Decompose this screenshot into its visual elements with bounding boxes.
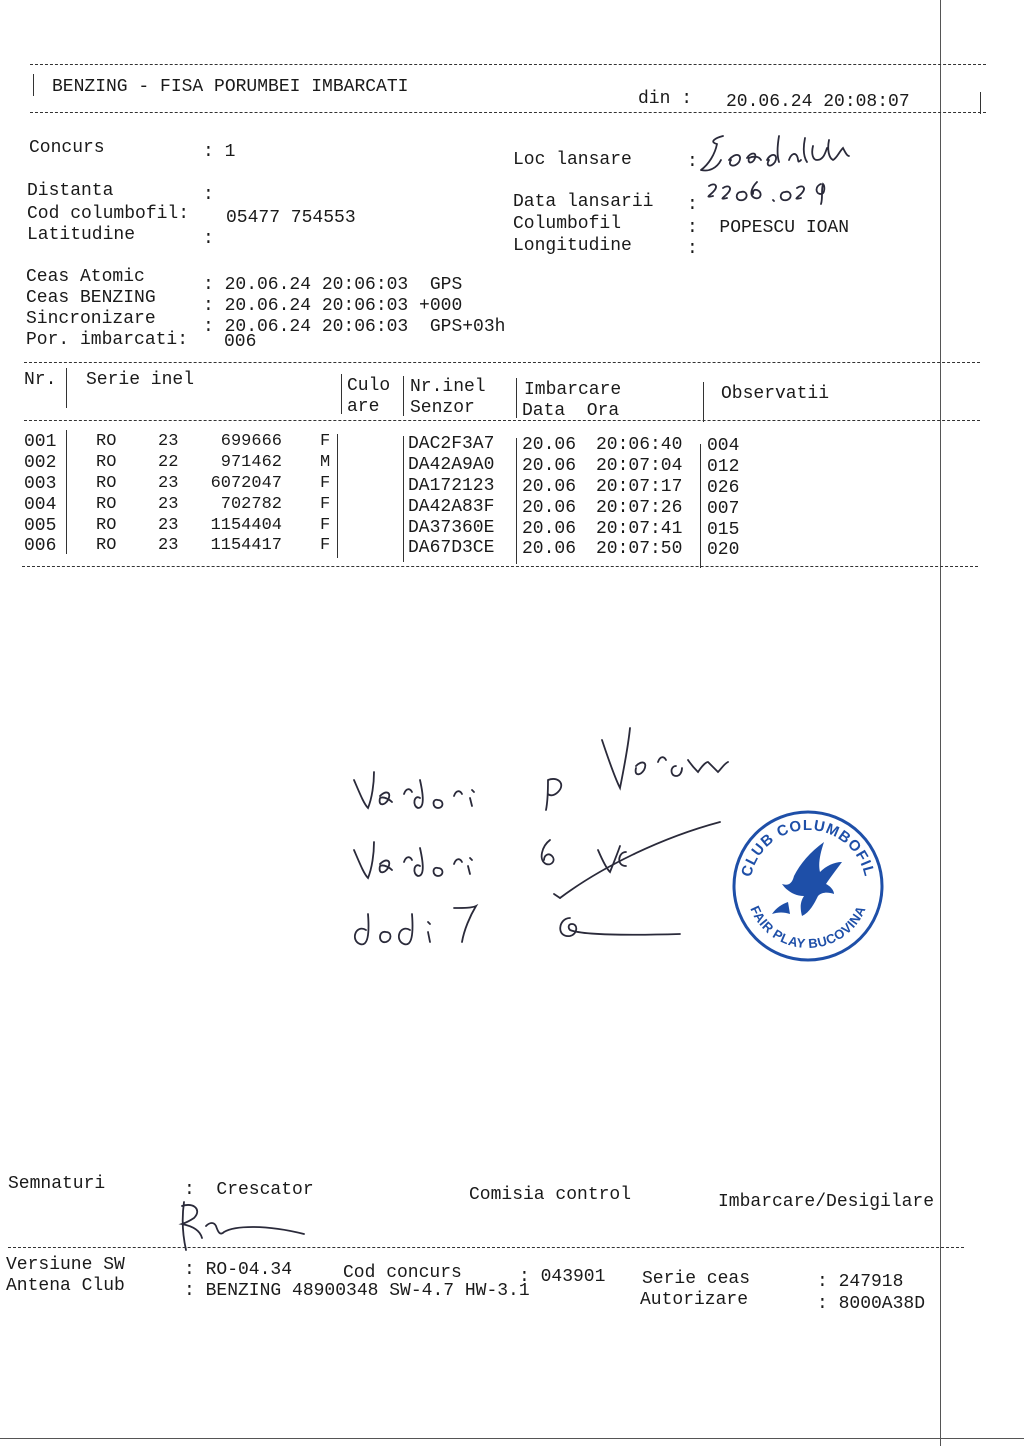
cell-data: 20.06 [522,539,577,559]
stamp-top-text: CLUB COLUMBOFIL [738,816,878,879]
page-bottom-edge [0,1438,1024,1439]
col-nrinel-header-1: Nr.inel [410,377,486,397]
cell-an: 23 [158,536,179,555]
cell-nr: 004 [24,495,57,515]
cell-tara: RO [96,516,117,535]
cell-tara: RO [96,536,117,555]
footer-rule [8,1247,964,1248]
cod-columbofil-label: Cod columbofil: [27,204,190,224]
cell-sex: F [320,474,331,493]
cell-obs: 012 [707,457,740,477]
cell-an: 23 [158,474,179,493]
porumbei-imbarcati-value: 006 [224,332,257,352]
cell-data: 20.06 [522,477,577,497]
ceas-atomic-label: Ceas Atomic [26,267,145,287]
cell-nr: 006 [24,536,57,556]
col-observatii-header: Observatii [721,384,830,404]
pigeon-icon [772,842,842,916]
cell-an: 22 [158,453,179,472]
sincronizare-label: Sincronizare [26,309,156,329]
concurs-label: Concurs [29,138,105,158]
serie-ceas-label: Serie ceas [642,1269,751,1289]
handwritten-note [340,710,760,950]
cell-serie: 1154404 [210,516,282,535]
cell-tara: RO [96,432,117,451]
data-lansarii-label: Data lansarii [513,192,654,212]
col-imbarcare-header-2: Data Ora [522,401,620,421]
table-bottom-rule [22,566,978,567]
columbofil-value: : POPESCU IOAN [687,218,850,238]
cell-sex: M [320,453,331,472]
row-divider-1 [66,430,67,554]
cell-data: 20.06 [522,456,577,476]
cell-an: 23 [158,516,179,535]
cell-senzor: DA67D3CE [408,538,495,558]
columbofil-label: Columbofil [513,214,622,234]
autorizare-label: Autorizare [640,1290,749,1310]
col-culoare-header-2: are [347,397,380,417]
cell-obs: 007 [707,499,740,519]
table-header-rule [24,420,980,421]
row-divider-2 [337,434,338,558]
cell-nr: 002 [24,453,57,473]
concurs-value: : 1 [203,142,236,162]
ceas-atomic-value: : 20.06.24 20:06:03 GPS [203,275,463,295]
cell-sex: F [320,516,331,535]
header-right-bar [980,92,981,114]
cod-columbofil-value: 05477 754553 [226,208,356,228]
cell-senzor: DAC2F3A7 [408,434,495,454]
sincronizare-value: : 20.06.24 20:06:03 GPS+03h [203,317,506,337]
header-din-label: din : [638,89,693,109]
comisia-control-label: Comisia control [469,1185,632,1205]
antena-club-value: : BENZING 48900348 SW-4.7 HW-3.1 [184,1281,530,1301]
handwritten-data-lansarii [697,178,867,212]
loc-lansare-value: : [687,152,698,172]
col-nrinel-header-2: Senzor [410,398,475,418]
autorizare-value: : 8000A38D [817,1294,926,1314]
cell-obs: 004 [707,436,740,456]
header-left-bar [33,74,34,96]
longitudine-value: : [687,239,698,259]
row-divider-5 [700,444,701,568]
club-stamp [728,806,888,966]
ceas-benzing-label: Ceas BENZING [26,288,156,308]
cell-senzor: DA42A83F [408,497,495,517]
page-right-edge [940,0,941,1446]
cell-ora: 20:07:26 [596,498,683,518]
serie-ceas-value: : 247918 [817,1272,904,1292]
row-divider-4 [516,438,517,564]
stamp-bottom-text: FAIR PLAY BUCOVINA [747,903,869,952]
cell-sex: F [320,495,331,514]
cell-tara: RO [96,474,117,493]
cod-concurs-label: Cod concurs [343,1263,462,1283]
col-divider-1 [66,368,67,408]
header-top-rule [30,64,986,65]
col-serie-header: Serie inel [86,370,195,390]
cell-data: 20.06 [522,435,577,455]
cell-obs: 020 [707,540,740,560]
cell-tara: RO [96,495,117,514]
cell-ora: 20:07:17 [596,477,683,497]
col-nr-header: Nr. [24,370,57,390]
loc-lansare-label: Loc lansare [513,150,632,170]
cell-obs: 015 [707,520,740,540]
cell-ora: 20:07:50 [596,539,683,559]
semnaturi-label: Semnaturi [8,1174,106,1194]
cell-senzor: DA37360E [408,518,495,538]
cell-sex: F [320,432,331,451]
cell-data: 20.06 [522,498,577,518]
latitudine-value: : [203,229,214,249]
crescator-label: : Crescator [184,1180,314,1200]
longitudine-label: Longitudine [513,236,632,256]
cell-an: 23 [158,495,179,514]
cell-serie: 1154417 [210,536,282,555]
data-lansarii-value: : [687,195,698,215]
cell-tara: RO [96,453,117,472]
cell-ora: 20:06:40 [596,435,683,455]
cell-senzor: DA42A9A0 [408,455,495,475]
imbarcare-desigilare-label: Imbarcare/Desigilare [718,1192,935,1212]
antena-club-label: Antena Club [6,1276,125,1296]
cod-concurs-value: : 043901 [519,1267,606,1287]
col-divider-4 [516,378,517,418]
cell-ora: 20:07:04 [596,456,683,476]
distanta-value: : [203,185,214,205]
header-bottom-rule [30,112,986,113]
col-divider-5 [703,382,704,422]
document-title: BENZING - FISA PORUMBEI IMBARCATI [52,77,409,97]
latitudine-label: Latitudine [27,225,136,245]
cell-nr: 005 [24,516,57,536]
cell-serie: 6072047 [210,474,282,493]
cell-an: 23 [158,432,179,451]
col-divider-2 [341,374,342,414]
cell-sex: F [320,536,331,555]
versiune-sw-value: : RO-04.34 [184,1260,293,1280]
cell-nr: 001 [24,432,57,452]
cell-nr: 003 [24,474,57,494]
cell-obs: 026 [707,478,740,498]
col-divider-3 [403,376,404,416]
col-imbarcare-header-1: Imbarcare [524,380,622,400]
porumbei-imbarcati-label: Por. imbarcati: [26,330,189,350]
cell-serie: 699666 [220,432,282,451]
handwritten-loc-lansare [695,130,875,180]
cell-senzor: DA172123 [408,476,495,496]
ceas-benzing-value: : 20.06.24 20:06:03 +000 [203,296,463,316]
row-divider-3 [403,436,404,562]
distanta-label: Distanta [27,181,114,201]
cell-serie: 971462 [220,453,282,472]
cell-ora: 20:07:41 [596,519,683,539]
cell-serie: 702782 [220,495,282,514]
table-top-rule [24,362,980,363]
cell-data: 20.06 [522,519,577,539]
header-din-value: 20.06.24 20:08:07 [726,92,910,112]
col-culoare-header-1: Culo [347,376,391,396]
versiune-sw-label: Versiune SW [6,1255,125,1275]
